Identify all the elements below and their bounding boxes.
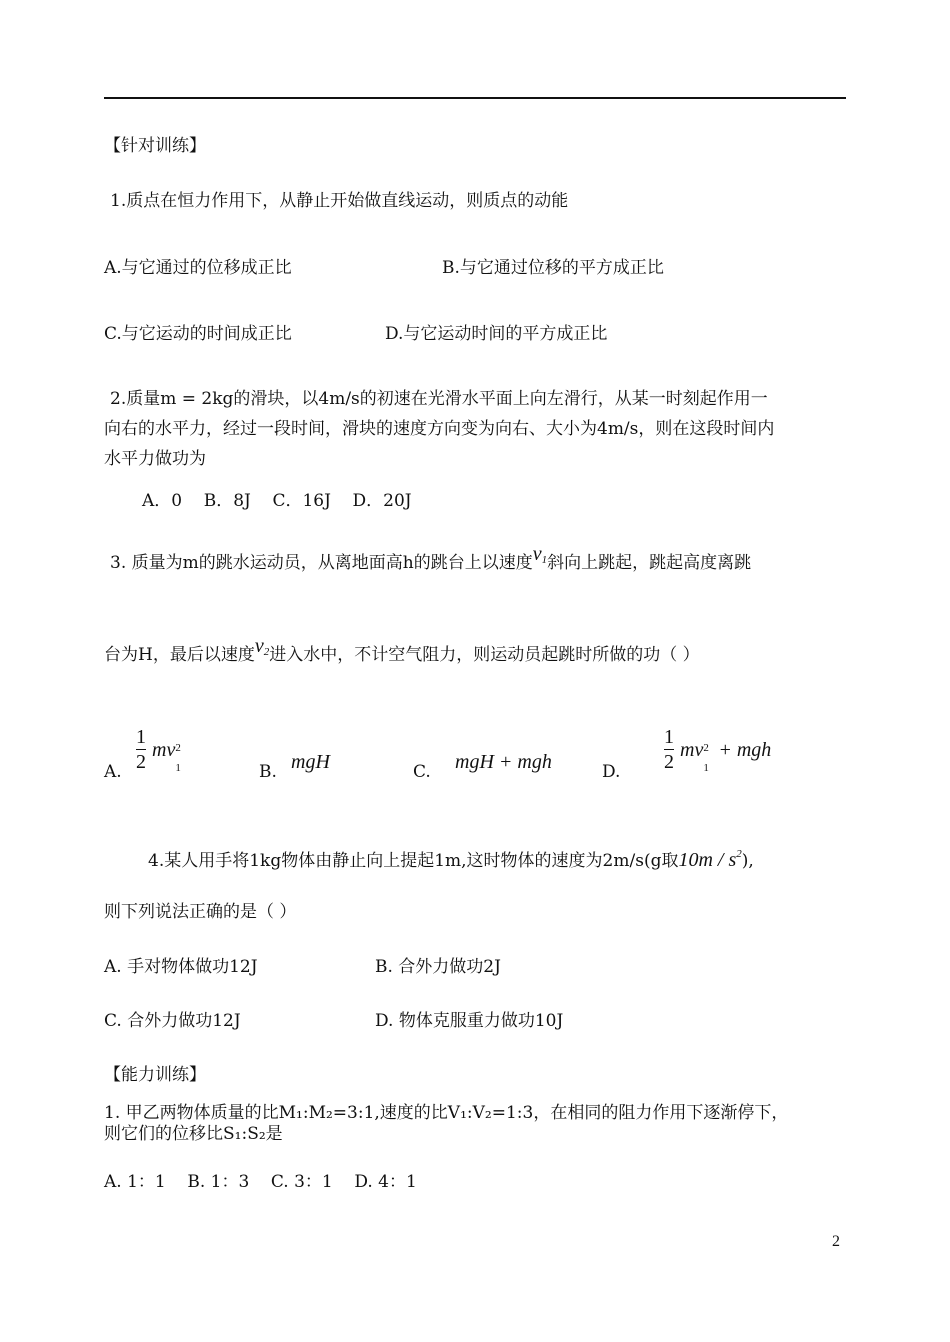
header-rule [104, 97, 846, 99]
q3-option-d-label: D. [602, 762, 621, 782]
q4-option-c: C. 合外力做功12J [104, 1011, 241, 1031]
q3-option-a-label: A. [104, 762, 122, 782]
q2-line2: 向右的水平力，经过一段时间，滑块的速度方向变为向右、大小为4m/s，则在这段时间内 [104, 419, 775, 439]
q1-stem: 1.质点在恒力作用下，从静止开始做直线运动，则质点的动能 [110, 191, 569, 211]
q2-options: A．0 B．8J C．16J D．20J [142, 491, 412, 511]
q3-line2-end: 进入水中，不计空气阻力，则运动员起跳时所做的功（ ） [269, 645, 700, 665]
q1-option-d: D.与它运动时间的平方成正比 [385, 324, 608, 344]
section-title-training: 【针对训练】 [104, 136, 206, 156]
q4-line1-start: 4.某人用手将1kg物体由静止向上提起1m,这时物体的速度为2m/s(g取 [148, 851, 679, 871]
q3-option-d-fraction: 1 2 [664, 726, 674, 773]
q3-option-a-expr: mv 2 1 [152, 739, 181, 774]
page-number: 2 [832, 1233, 840, 1250]
p1-options: A. 1：1 B. 1：3 C. 3：1 D. 4：1 [104, 1172, 417, 1192]
q3-line1 [110, 543, 752, 574]
q1-option-a: A.与它通过的位移成正比 [104, 258, 292, 278]
q3-option-d-expr: mv 2 1 + mgh [680, 739, 772, 774]
q3-line1-start: 3. 质量为m的跳水运动员，从离地面高h的跳台上以速度 [110, 553, 533, 573]
q2-line1: 2.质量m = 2kg的滑块，以4m/s的初速在光滑水平面上向左滑行，从某一时刻起作用一 [110, 389, 768, 409]
q3-option-b-expr: mgH [291, 751, 330, 773]
q1-option-c: C.与它运动的时间成正比 [104, 324, 292, 344]
v1-symbol: $v_1$ [532, 543, 548, 566]
q4-option-a: A. 手对物体做功12J [104, 957, 258, 977]
q3-option-b-label: B. [259, 762, 277, 782]
q1-option-b: B.与它通过位移的平方成正比 [442, 258, 664, 278]
g-value-expr: $10m / s^2$ [678, 848, 742, 871]
q4-line1-end: ), [741, 851, 754, 871]
q3-line2 [104, 635, 700, 666]
p1-line1: 1. 甲乙两物体质量的比M₁:M₂=3:1,速度的比V₁:V₂=1:3，在相同的阻力作用下逐渐停下， [104, 1103, 789, 1123]
q3-line2-start: 台为H，最后以速度 [104, 645, 255, 665]
q3-option-c-expr: mgH + mgh [455, 751, 552, 773]
q4-line1 [148, 846, 754, 872]
q4-option-d: D. 物体克服重力做功10J [375, 1011, 564, 1031]
q2-line3: 水平力做功为 [104, 449, 206, 469]
q3-line1-end: 斜向上跳起，跳起高度离跳 [547, 553, 752, 573]
section-title-ability: 【能力训练】 [104, 1065, 206, 1085]
q3-option-c-label: C. [413, 762, 431, 782]
q3-option-a-fraction: 1 2 [136, 726, 146, 773]
q4-line2: 则下列说法正确的是（ ） [104, 902, 297, 922]
p1-line2: 则它们的位移比S₁:S₂是 [104, 1124, 283, 1144]
q4-option-b: B. 合外力做功2J [375, 957, 501, 977]
v2-symbol: $v_2$ [254, 635, 270, 658]
